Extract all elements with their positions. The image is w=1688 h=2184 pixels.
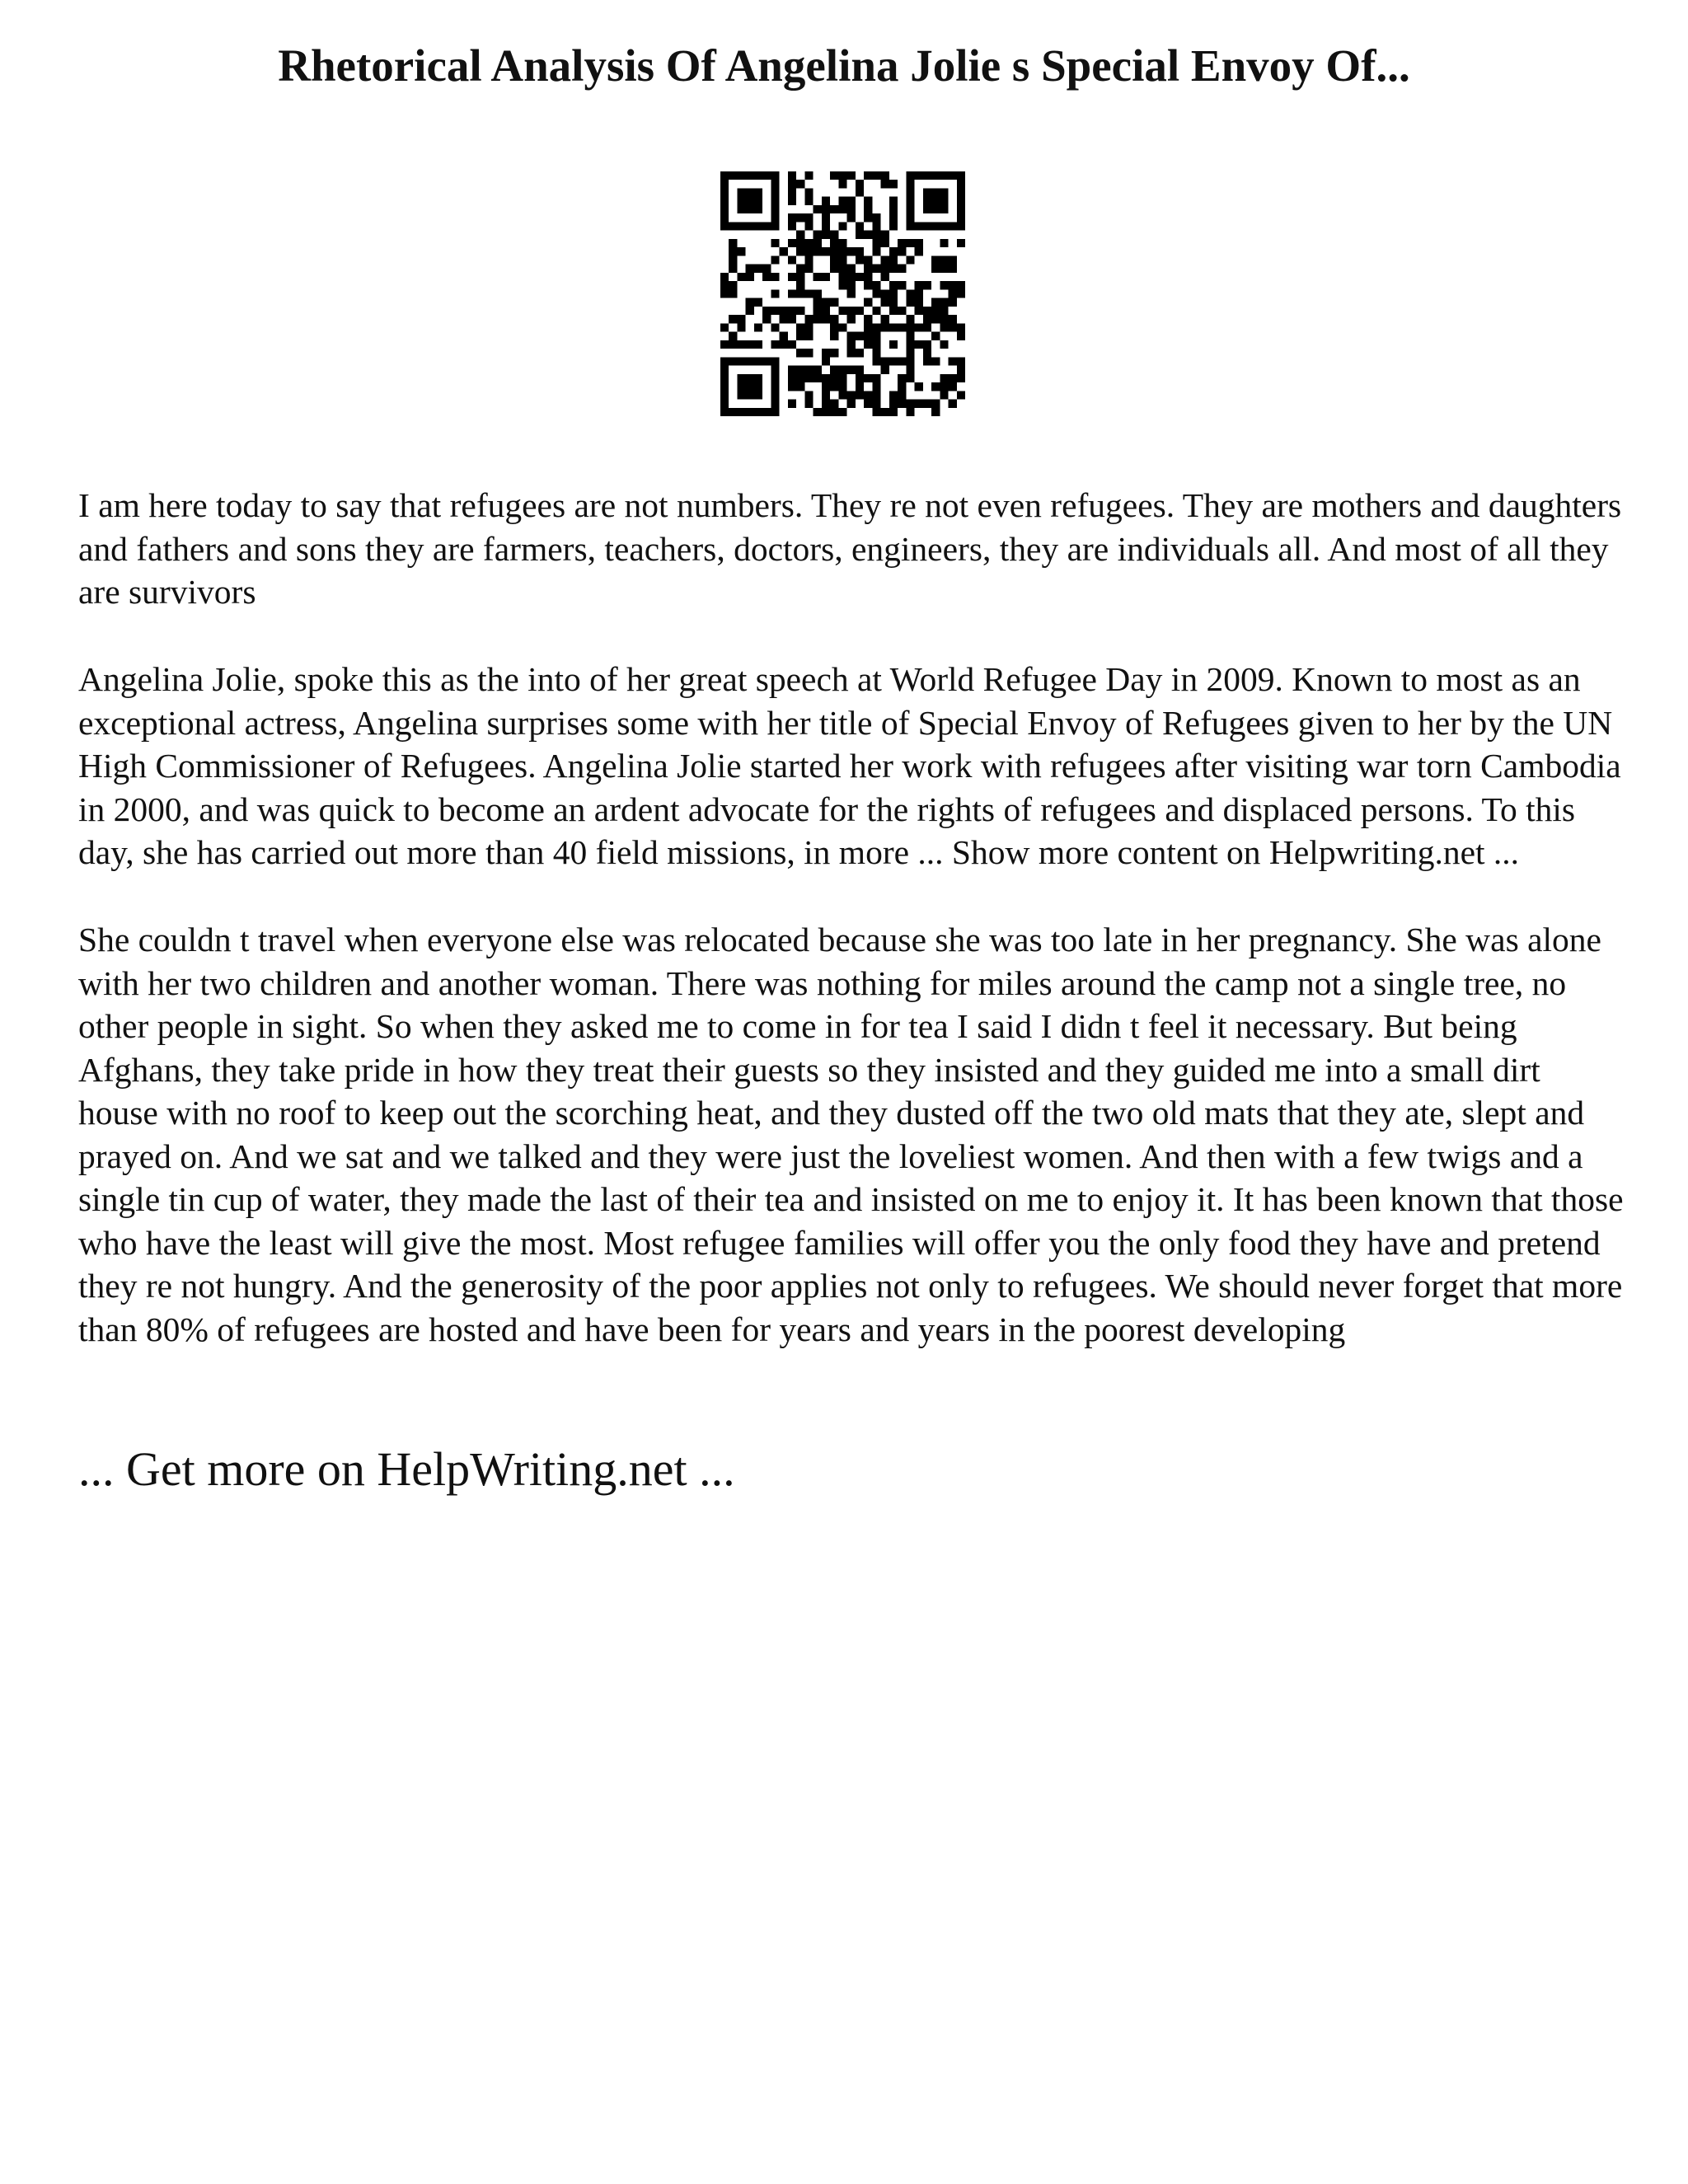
paragraph-intro-quote: I am here today to say that refugees are not numbers. They re not even refugees. They are mothers and daughters and fathers and sons they are farmers, teachers, doctors, engineers, they are individuals all. And most of all they are survivors xyxy=(78,486,1622,611)
paragraph-background: Angelina Jolie, spoke this as the into of her great speech at World Refugee Day in 2009. Known to most as an exceptional actress, Angelina surprises some with her title of Special Envoy of Refugees given to her by the UN High Commissioner of Refugees. Angelina Jolie started her work with refugees after visiting war torn Cambodia in 2000, and was quick to become an ardent advocate for the rights of refugees and displaced persons. To this day, she has carried out more than 40 field missions, in more ... Show more content on Helpwriting.net ... xyxy=(78,660,1621,871)
paragraph-story: She couldn t travel when everyone else was relocated because she was too late in her pregnancy. She was alone with her two children and another woman. There was nothing for miles around the camp not a single tree, no other people in sight. So when they asked me to come in for tea I said I didn t feel it necessary. But being Afghans, they take pride in how they treat their guests so they insisted and they guided me into a small dirt house with no roof to keep out the scorching heat, and they dusted off the two old mats that they ate, slept and prayed on. And we sat and we talked and they were just the loveliest women. And then with a few twigs and a single tin cup of water, they made the last of their tea and insisted on me to enjoy it. It has been known that those who have the least will give the most. Most refugee families will offer you the only food they have and pretend they re not hungry. And the generosity of the poor applies not only to refugees. We should never forget that more than 80% of refugees are hosted and have been for years and years in the poorest developing xyxy=(78,921,1624,1348)
get-more-link[interactable]: ... Get more on HelpWriting.net ... xyxy=(78,1442,735,1496)
document-title: Rhetorical Analysis Of Angelina Jolie s Special Envoy Of... xyxy=(278,40,1410,91)
qr-code-icon xyxy=(720,171,965,416)
